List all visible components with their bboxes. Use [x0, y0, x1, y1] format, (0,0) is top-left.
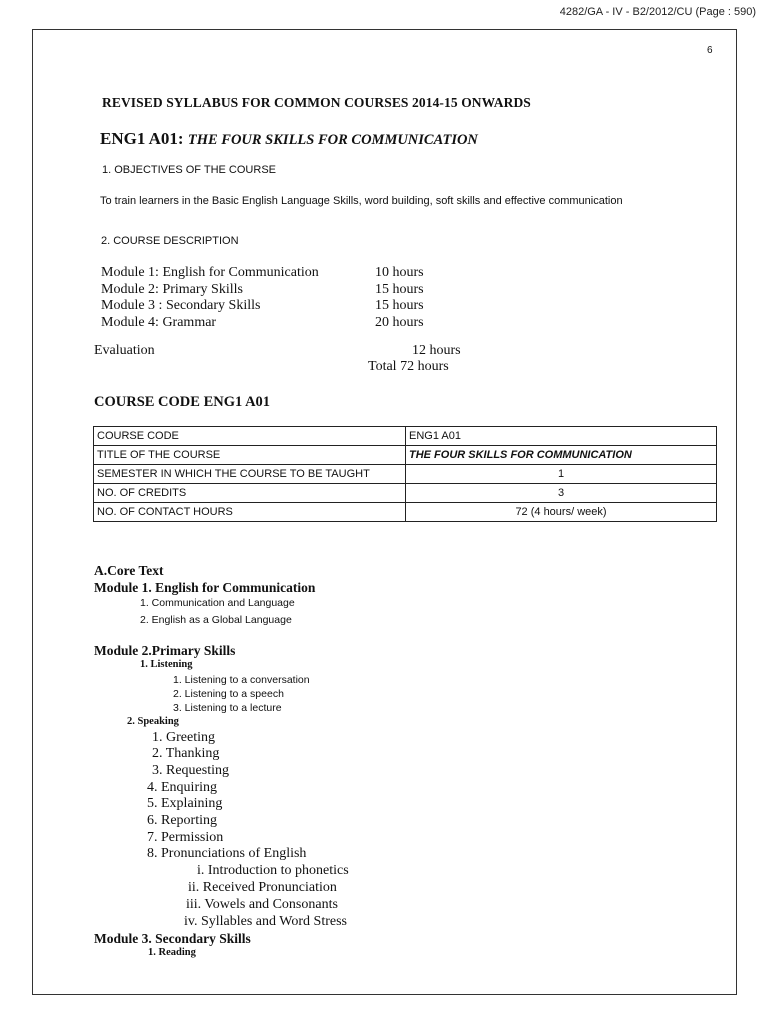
document-reference: 4282/GA - IV - B2/2012/CU (Page : 590): [559, 6, 756, 18]
table-row: [94, 484, 717, 503]
course-code-title: ENG1 A01:: [100, 129, 184, 148]
module1-heading: Module 1. English for Communication: [94, 580, 316, 595]
course-info-table: [93, 426, 717, 522]
list-item: 1. Communication and Language: [140, 597, 295, 609]
list-item: 5. Explaining: [147, 796, 223, 811]
table-row: [94, 446, 717, 465]
module-name: Module 1: English for Communication: [101, 265, 319, 280]
list-item: i. Introduction to phonetics: [197, 863, 349, 878]
list-item: 6. Reporting: [147, 813, 217, 828]
total-hours: Total 72 hours: [368, 359, 449, 374]
table-key: SEMESTER IN WHICH THE COURSE TO BE TAUGHT: [94, 465, 406, 484]
table-value: 3: [406, 484, 717, 503]
table-row: [94, 503, 717, 522]
list-item: iv. Syllables and Word Stress: [184, 914, 347, 929]
module3-heading: Module 3. Secondary Skills: [94, 931, 251, 946]
list-item: 4. Enquiring: [147, 780, 217, 795]
listening-heading: 1. Listening: [140, 659, 193, 670]
list-item: 8. Pronunciations of English: [147, 846, 307, 861]
module-name: Module 3 : Secondary Skills: [101, 298, 261, 313]
page-number: 6: [707, 45, 713, 56]
list-item: 3. Listening to a lecture: [173, 702, 282, 714]
module-hours: 10 hours: [375, 265, 424, 280]
list-item: 3. Requesting: [152, 763, 229, 778]
course-name-title: THE FOUR SKILLS FOR COMMUNICATION: [187, 132, 478, 148]
course-code-heading: COURSE CODE ENG1 A01: [94, 394, 271, 410]
table-value: ENG1 A01: [406, 427, 717, 446]
list-item: 1. Listening to a conversation: [173, 674, 310, 686]
table-key: NO. OF CREDITS: [94, 484, 406, 503]
module-hours: 15 hours: [375, 282, 424, 297]
module-hours: 15 hours: [375, 298, 424, 313]
reading-heading: 1. Reading: [148, 947, 196, 958]
course-title: [100, 129, 478, 149]
module-name: Module 4: Grammar: [101, 315, 217, 330]
list-item: 1. Greeting: [152, 730, 215, 745]
table-value: THE FOUR SKILLS FOR COMMUNICATION: [406, 446, 717, 465]
core-text-heading: A.Core Text: [94, 563, 164, 578]
evaluation-label: Evaluation: [94, 343, 155, 358]
module2-heading: Module 2.Primary Skills: [94, 643, 236, 658]
description-heading: 2. COURSE DESCRIPTION: [101, 235, 239, 247]
table-key: TITLE OF THE COURSE: [94, 446, 406, 465]
table-key: NO. OF CONTACT HOURS: [94, 503, 406, 522]
table-row: [94, 465, 717, 484]
table-row: [94, 427, 717, 446]
evaluation-hours: 12 hours: [412, 343, 461, 358]
table-value: 1: [406, 465, 717, 484]
list-item: ii. Received Pronunciation: [188, 880, 337, 895]
list-item: 2. Thanking: [152, 746, 220, 761]
list-item: 2. Listening to a speech: [173, 688, 284, 700]
module-hours: 20 hours: [375, 315, 424, 330]
speaking-heading: 2. Speaking: [127, 716, 179, 727]
list-item: 7. Permission: [147, 830, 224, 845]
list-item: 2. English as a Global Language: [140, 614, 292, 626]
syllabus-title: REVISED SYLLABUS FOR COMMON COURSES 2014-15 ONWARDS: [102, 95, 531, 110]
objectives-heading: 1. OBJECTIVES OF THE COURSE: [102, 164, 276, 176]
list-item: iii. Vowels and Consonants: [186, 897, 338, 912]
objectives-text: To train learners in the Basic English Language Skills, word building, soft skills and effective communication: [100, 195, 623, 207]
table-key: COURSE CODE: [94, 427, 406, 446]
table-value: 72 (4 hours/ week): [406, 503, 717, 522]
module-name: Module 2: Primary Skills: [101, 282, 243, 297]
